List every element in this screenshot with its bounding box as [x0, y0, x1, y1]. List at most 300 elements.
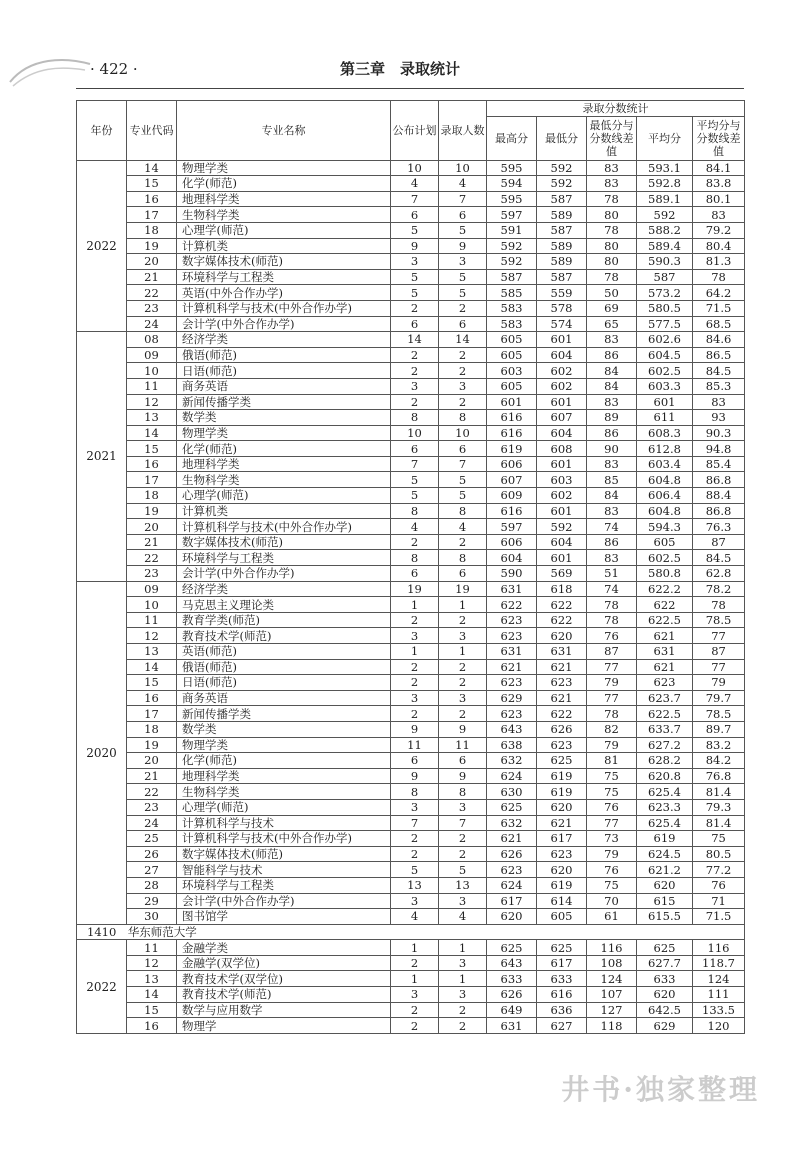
- admitted-cell: 19: [439, 581, 487, 597]
- code-cell: 23: [127, 300, 177, 316]
- max-cell: 607: [487, 472, 537, 488]
- name-cell: 物理学类: [177, 425, 391, 441]
- avg-cell: 606.4: [637, 488, 693, 504]
- min-cell: 616: [537, 987, 587, 1003]
- min-cell: 623: [537, 846, 587, 862]
- code-cell: 20: [127, 254, 177, 270]
- min_diff-cell: 80: [587, 238, 637, 254]
- admitted-cell: 5: [439, 285, 487, 301]
- avg_diff-cell: 87: [693, 534, 745, 550]
- table-row: [77, 472, 745, 488]
- code-cell: 08: [127, 332, 177, 348]
- min_diff-cell: 73: [587, 831, 637, 847]
- name-cell: 日语(师范): [177, 363, 391, 379]
- name-cell: 俄语(师范): [177, 347, 391, 363]
- avg-cell: 623.3: [637, 799, 693, 815]
- min-cell: 631: [537, 644, 587, 660]
- table-row: [77, 394, 745, 410]
- avg_diff-cell: 75: [693, 831, 745, 847]
- min-cell: 601: [537, 456, 587, 472]
- name-cell: 俄语(师范): [177, 659, 391, 675]
- avg_diff-cell: 84.1: [693, 160, 745, 176]
- table-row: [77, 269, 745, 285]
- avg_diff-cell: 81.4: [693, 784, 745, 800]
- plan-cell: 8: [391, 410, 439, 426]
- admitted-cell: 3: [439, 893, 487, 909]
- header-min: 最低分: [537, 116, 587, 160]
- min_diff-cell: 85: [587, 472, 637, 488]
- min-cell: 617: [537, 831, 587, 847]
- min_diff-cell: 75: [587, 877, 637, 893]
- code-cell: 15: [127, 675, 177, 691]
- table-row: [77, 378, 745, 394]
- admitted-cell: 7: [439, 191, 487, 207]
- min_diff-cell: 75: [587, 784, 637, 800]
- max-cell: 624: [487, 877, 537, 893]
- avg-cell: 604.8: [637, 503, 693, 519]
- max-cell: 623: [487, 628, 537, 644]
- plan-cell: 3: [391, 987, 439, 1003]
- min-cell: 559: [537, 285, 587, 301]
- code-cell: 15: [127, 1002, 177, 1018]
- code-cell: 18: [127, 721, 177, 737]
- table-row: [77, 456, 745, 472]
- table-row: [77, 503, 745, 519]
- max-cell: 623: [487, 706, 537, 722]
- max-cell: 609: [487, 488, 537, 504]
- avg_diff-cell: 120: [693, 1018, 745, 1034]
- admitted-cell: 2: [439, 675, 487, 691]
- plan-cell: 2: [391, 300, 439, 316]
- max-cell: 597: [487, 207, 537, 223]
- table-row: [77, 347, 745, 363]
- avg-cell: 615: [637, 893, 693, 909]
- avg-cell: 622.5: [637, 706, 693, 722]
- table-row: [77, 300, 745, 316]
- plan-cell: 5: [391, 472, 439, 488]
- avg_diff-cell: 85.4: [693, 456, 745, 472]
- plan-cell: 2: [391, 955, 439, 971]
- avg-cell: 633: [637, 971, 693, 987]
- max-cell: 583: [487, 316, 537, 332]
- min_diff-cell: 76: [587, 628, 637, 644]
- header-plan: 公布计划: [391, 101, 439, 161]
- min_diff-cell: 83: [587, 456, 637, 472]
- admitted-cell: 3: [439, 955, 487, 971]
- admitted-cell: 2: [439, 831, 487, 847]
- max-cell: 643: [487, 955, 537, 971]
- max-cell: 616: [487, 425, 537, 441]
- name-cell: 数学与应用数学: [177, 1002, 391, 1018]
- max-cell: 617: [487, 893, 537, 909]
- max-cell: 604: [487, 550, 537, 566]
- plan-cell: 5: [391, 285, 439, 301]
- plan-cell: 3: [391, 378, 439, 394]
- min_diff-cell: 78: [587, 597, 637, 613]
- min-cell: 619: [537, 877, 587, 893]
- max-cell: 624: [487, 768, 537, 784]
- admitted-cell: 9: [439, 768, 487, 784]
- code-cell: 21: [127, 534, 177, 550]
- name-cell: 新闻传播学类: [177, 394, 391, 410]
- min_diff-cell: 80: [587, 207, 637, 223]
- table-row: [77, 207, 745, 223]
- code-cell: 09: [127, 581, 177, 597]
- avg_diff-cell: 94.8: [693, 441, 745, 457]
- admitted-cell: 5: [439, 222, 487, 238]
- max-cell: 620: [487, 909, 537, 925]
- plan-cell: 2: [391, 1018, 439, 1034]
- code-cell: 13: [127, 971, 177, 987]
- code-cell: 18: [127, 222, 177, 238]
- plan-cell: 14: [391, 332, 439, 348]
- avg_diff-cell: 83.2: [693, 737, 745, 753]
- name-cell: 化学(师范): [177, 753, 391, 769]
- code-cell: 23: [127, 799, 177, 815]
- name-cell: 商务英语: [177, 690, 391, 706]
- min-cell: 604: [537, 534, 587, 550]
- min-cell: 618: [537, 581, 587, 597]
- name-cell: 环境科学与工程类: [177, 550, 391, 566]
- table-row: [77, 675, 745, 691]
- max-cell: 594: [487, 176, 537, 192]
- min_diff-cell: 78: [587, 612, 637, 628]
- min_diff-cell: 74: [587, 519, 637, 535]
- min_diff-cell: 75: [587, 768, 637, 784]
- min_diff-cell: 83: [587, 176, 637, 192]
- name-cell: 环境科学与工程类: [177, 269, 391, 285]
- avg-cell: 608.3: [637, 425, 693, 441]
- min-cell: 574: [537, 316, 587, 332]
- name-cell: 英语(中外合作办学): [177, 285, 391, 301]
- min-cell: 589: [537, 254, 587, 270]
- plan-cell: 2: [391, 612, 439, 628]
- avg-cell: 577.5: [637, 316, 693, 332]
- name-cell: 会计学(中外合作办学): [177, 566, 391, 582]
- admitted-cell: 4: [439, 519, 487, 535]
- min-cell: 617: [537, 955, 587, 971]
- table-row: [77, 254, 745, 270]
- code-cell: 16: [127, 191, 177, 207]
- admitted-cell: 7: [439, 456, 487, 472]
- max-cell: 603: [487, 363, 537, 379]
- plan-cell: 9: [391, 238, 439, 254]
- avg_diff-cell: 78.5: [693, 612, 745, 628]
- max-cell: 621: [487, 831, 537, 847]
- avg_diff-cell: 86.8: [693, 472, 745, 488]
- plan-cell: 10: [391, 425, 439, 441]
- avg_diff-cell: 118.7: [693, 955, 745, 971]
- code-cell: 11: [127, 612, 177, 628]
- min_diff-cell: 77: [587, 659, 637, 675]
- name-cell: 地理科学类: [177, 456, 391, 472]
- max-cell: 622: [487, 597, 537, 613]
- name-cell: 物理学: [177, 1018, 391, 1034]
- avg-cell: 620: [637, 877, 693, 893]
- admitted-cell: 5: [439, 472, 487, 488]
- plan-cell: 2: [391, 706, 439, 722]
- max-cell: 592: [487, 238, 537, 254]
- max-cell: 630: [487, 784, 537, 800]
- avg_diff-cell: 71: [693, 893, 745, 909]
- code-cell: 28: [127, 877, 177, 893]
- admitted-cell: 8: [439, 410, 487, 426]
- header-code: 专业代码: [127, 101, 177, 161]
- avg_diff-cell: 79.7: [693, 690, 745, 706]
- max-cell: 605: [487, 347, 537, 363]
- min_diff-cell: 81: [587, 753, 637, 769]
- name-cell: 计算机科学与技术(中外合作办学): [177, 831, 391, 847]
- avg-cell: 624.5: [637, 846, 693, 862]
- max-cell: 649: [487, 1002, 537, 1018]
- name-cell: 经济学类: [177, 581, 391, 597]
- name-cell: 物理学类: [177, 737, 391, 753]
- plan-cell: 3: [391, 628, 439, 644]
- table-row: [77, 659, 745, 675]
- code-cell: 19: [127, 503, 177, 519]
- table-row: [77, 784, 745, 800]
- table-row: [77, 753, 745, 769]
- min-cell: 620: [537, 628, 587, 644]
- table-row: [77, 160, 745, 176]
- code-cell: 17: [127, 706, 177, 722]
- min-cell: 625: [537, 940, 587, 956]
- avg-cell: 625.4: [637, 815, 693, 831]
- avg_diff-cell: 85.3: [693, 378, 745, 394]
- min_diff-cell: 74: [587, 581, 637, 597]
- code-cell: 11: [127, 378, 177, 394]
- admitted-cell: 8: [439, 550, 487, 566]
- plan-cell: 6: [391, 207, 439, 223]
- admitted-cell: 3: [439, 628, 487, 644]
- admitted-cell: 2: [439, 706, 487, 722]
- max-cell: 597: [487, 519, 537, 535]
- avg-cell: 604.8: [637, 472, 693, 488]
- min_diff-cell: 78: [587, 191, 637, 207]
- code-cell: 16: [127, 690, 177, 706]
- avg_diff-cell: 81.3: [693, 254, 745, 270]
- table-row: [77, 566, 745, 582]
- plan-cell: 8: [391, 784, 439, 800]
- year-cell: 2021: [77, 332, 127, 582]
- plan-cell: 8: [391, 503, 439, 519]
- table-row: [77, 425, 745, 441]
- table-row: [77, 316, 745, 332]
- admitted-cell: 5: [439, 862, 487, 878]
- header-rule: [76, 88, 744, 89]
- avg_diff-cell: 79.2: [693, 222, 745, 238]
- max-cell: 592: [487, 254, 537, 270]
- plan-cell: 2: [391, 347, 439, 363]
- code-cell: 21: [127, 768, 177, 784]
- code-cell: 14: [127, 160, 177, 176]
- admitted-cell: 1: [439, 971, 487, 987]
- plan-cell: 7: [391, 191, 439, 207]
- avg-cell: 603.3: [637, 378, 693, 394]
- avg_diff-cell: 76: [693, 877, 745, 893]
- max-cell: 631: [487, 1018, 537, 1034]
- name-cell: 计算机类: [177, 503, 391, 519]
- max-cell: 619: [487, 441, 537, 457]
- min-cell: 589: [537, 207, 587, 223]
- max-cell: 585: [487, 285, 537, 301]
- year-cell: 2020: [77, 581, 127, 924]
- table-row: [77, 690, 745, 706]
- header-avg-diff: 平均分与分数线差值: [693, 116, 745, 160]
- code-cell: 30: [127, 909, 177, 925]
- code-cell: 12: [127, 394, 177, 410]
- name-cell: 计算机类: [177, 238, 391, 254]
- name-cell: 英语(师范): [177, 644, 391, 660]
- avg-cell: 580.8: [637, 566, 693, 582]
- min_diff-cell: 79: [587, 737, 637, 753]
- max-cell: 623: [487, 675, 537, 691]
- table-row: [77, 191, 745, 207]
- min_diff-cell: 86: [587, 425, 637, 441]
- avg_diff-cell: 133.5: [693, 1002, 745, 1018]
- max-cell: 605: [487, 378, 537, 394]
- min-cell: 620: [537, 862, 587, 878]
- code-cell: 24: [127, 815, 177, 831]
- avg_diff-cell: 78.2: [693, 581, 745, 597]
- admitted-cell: 3: [439, 254, 487, 270]
- plan-cell: 4: [391, 909, 439, 925]
- admitted-cell: 10: [439, 425, 487, 441]
- name-cell: 金融学(双学位): [177, 955, 391, 971]
- name-cell: 会计学(中外合作办学): [177, 893, 391, 909]
- header-stats-group: 录取分数统计: [487, 101, 745, 117]
- avg-cell: 603.4: [637, 456, 693, 472]
- max-cell: 601: [487, 394, 537, 410]
- admitted-cell: 2: [439, 1018, 487, 1034]
- avg-cell: 625.4: [637, 784, 693, 800]
- avg-cell: 589.4: [637, 238, 693, 254]
- code-cell: 15: [127, 441, 177, 457]
- code-cell: 12: [127, 955, 177, 971]
- min_diff-cell: 86: [587, 534, 637, 550]
- max-cell: 638: [487, 737, 537, 753]
- avg_diff-cell: 84.6: [693, 332, 745, 348]
- admission-stats-table: [76, 100, 745, 1034]
- code-cell: 22: [127, 784, 177, 800]
- name-cell: 图书馆学: [177, 909, 391, 925]
- admitted-cell: 4: [439, 176, 487, 192]
- table-row: [77, 768, 745, 784]
- max-cell: 590: [487, 566, 537, 582]
- avg-cell: 573.2: [637, 285, 693, 301]
- min_diff-cell: 84: [587, 363, 637, 379]
- admitted-cell: 2: [439, 534, 487, 550]
- name-cell: 心理学(师范): [177, 222, 391, 238]
- table-row: [77, 940, 745, 956]
- table-row: [77, 550, 745, 566]
- avg-cell: 619: [637, 831, 693, 847]
- avg-cell: 588.2: [637, 222, 693, 238]
- admitted-cell: 6: [439, 566, 487, 582]
- admitted-cell: 13: [439, 877, 487, 893]
- avg-cell: 615.5: [637, 909, 693, 925]
- name-cell: 数学类: [177, 410, 391, 426]
- table-row: [77, 721, 745, 737]
- code-cell: 12: [127, 628, 177, 644]
- admitted-cell: 6: [439, 207, 487, 223]
- min-cell: 620: [537, 799, 587, 815]
- admitted-cell: 6: [439, 753, 487, 769]
- max-cell: 583: [487, 300, 537, 316]
- name-cell: 数字媒体技术(师范): [177, 846, 391, 862]
- min-cell: 587: [537, 222, 587, 238]
- code-cell: 22: [127, 285, 177, 301]
- admitted-cell: 4: [439, 909, 487, 925]
- avg-cell: 611: [637, 410, 693, 426]
- min-cell: 587: [537, 191, 587, 207]
- avg-cell: 620.8: [637, 768, 693, 784]
- admitted-cell: 1: [439, 940, 487, 956]
- min-cell: 604: [537, 347, 587, 363]
- table-row: [77, 737, 745, 753]
- name-cell: 教育技术学(师范): [177, 628, 391, 644]
- avg_diff-cell: 62.8: [693, 566, 745, 582]
- code-cell: 10: [127, 363, 177, 379]
- name-cell: 物理学类: [177, 160, 391, 176]
- avg_diff-cell: 80.4: [693, 238, 745, 254]
- min_diff-cell: 78: [587, 222, 637, 238]
- code-cell: 29: [127, 893, 177, 909]
- admitted-cell: 8: [439, 784, 487, 800]
- code-cell: 23: [127, 566, 177, 582]
- header-admitted: 录取人数: [439, 101, 487, 161]
- avg-cell: 590.3: [637, 254, 693, 270]
- avg-cell: 593.1: [637, 160, 693, 176]
- avg-cell: 629: [637, 1018, 693, 1034]
- table-row: [77, 581, 745, 597]
- avg_diff-cell: 81.4: [693, 815, 745, 831]
- name-cell: 商务英语: [177, 378, 391, 394]
- plan-cell: 5: [391, 488, 439, 504]
- page-number: · 422 ·: [90, 60, 138, 78]
- min_diff-cell: 77: [587, 690, 637, 706]
- plan-cell: 9: [391, 721, 439, 737]
- table-row: [77, 612, 745, 628]
- avg-cell: 625: [637, 940, 693, 956]
- avg-cell: 633.7: [637, 721, 693, 737]
- admitted-cell: 6: [439, 316, 487, 332]
- admitted-cell: 6: [439, 441, 487, 457]
- min_diff-cell: 76: [587, 862, 637, 878]
- admitted-cell: 1: [439, 644, 487, 660]
- avg_diff-cell: 64.2: [693, 285, 745, 301]
- max-cell: 643: [487, 721, 537, 737]
- min_diff-cell: 78: [587, 706, 637, 722]
- min_diff-cell: 83: [587, 160, 637, 176]
- code-cell: 22: [127, 550, 177, 566]
- year-cell: 2022: [77, 160, 127, 332]
- max-cell: 621: [487, 659, 537, 675]
- avg_diff-cell: 116: [693, 940, 745, 956]
- code-cell: 15: [127, 176, 177, 192]
- admitted-cell: 2: [439, 363, 487, 379]
- min-cell: 602: [537, 488, 587, 504]
- name-cell: 地理科学类: [177, 191, 391, 207]
- admitted-cell: 11: [439, 737, 487, 753]
- min-cell: 607: [537, 410, 587, 426]
- table-row: [77, 909, 745, 925]
- min-cell: 621: [537, 690, 587, 706]
- watermark: 井书·独家整理: [561, 1073, 760, 1106]
- avg_diff-cell: 84.2: [693, 753, 745, 769]
- min-cell: 619: [537, 768, 587, 784]
- min-cell: 592: [537, 519, 587, 535]
